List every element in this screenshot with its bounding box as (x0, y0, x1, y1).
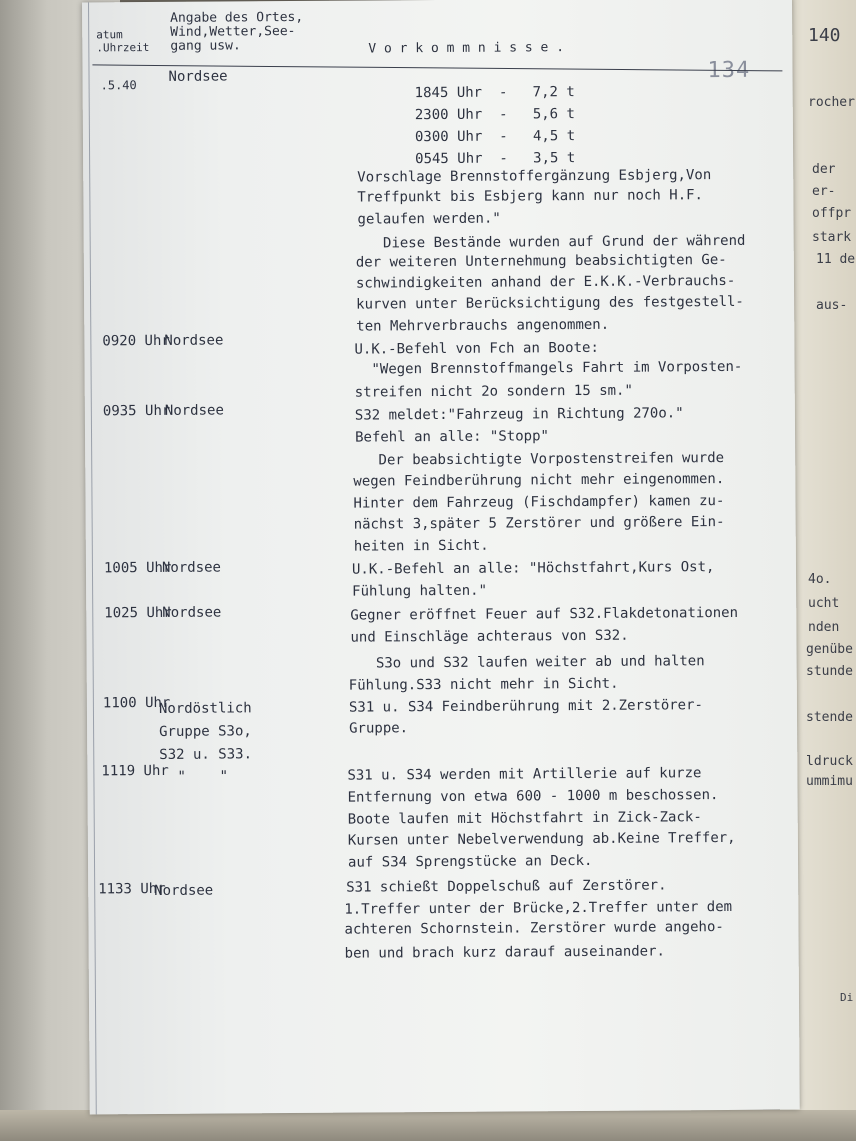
body-line: S31 schießt Doppelschuß auf Zerstörer. (346, 877, 667, 896)
body-line: wegen Feindberührung nicht mehr eingenommen. (353, 471, 725, 490)
entry-time: .5.40 (100, 78, 137, 93)
body-line: streifen nicht 2o sondern 15 sm." (354, 382, 633, 401)
body-line: ben und brach kurz darauf auseinander. (344, 943, 666, 962)
body-line: Kursen unter Nebelverwendung ab.Keine Treffer, (347, 829, 736, 849)
right-fragment: Di (840, 991, 854, 1004)
entry-place: Nordsee (164, 402, 224, 419)
body-line: Entfernung von etwa 600 - 1000 m beschossen. (347, 787, 719, 806)
entry-time: 0935 Uhr (102, 402, 171, 420)
fuel-row: 0545 Uhr - 3,5 t (415, 150, 576, 168)
body-line: ten Mehrverbrauchs angenommen. (356, 316, 610, 335)
header-date-time: atum .Uhrzeit (96, 28, 150, 55)
entry-time: 1025 Uhr (104, 604, 172, 622)
body-line: U.K.-Befehl von Fch an Boote: (354, 339, 599, 358)
entry-time: 0920 Uhr (102, 332, 170, 350)
right-fragment: offpr (812, 206, 852, 221)
right-fragment: ucht (808, 596, 840, 611)
entry-place: Nordsee (161, 559, 222, 576)
right-fragment: stunde (806, 664, 853, 679)
right-fragment: aus- (816, 298, 848, 313)
body-line: S3o und S32 laufen weiter ab und halten (350, 653, 705, 672)
body-line: Fühlung halten." (352, 582, 488, 600)
body-line: Fühlung.S33 nicht mehr in Sicht. (348, 675, 619, 694)
right-fragment: 11 de (816, 252, 856, 267)
left-margin-line (88, 2, 97, 1114)
body-line: heiten in Sicht. (353, 537, 489, 555)
entry-place: Nordöstlich Gruppe S3o, S32 u. S33. (158, 700, 253, 763)
body-line: gelaufen werden." (357, 210, 501, 228)
entry-time: 1100 Uhr (102, 694, 171, 712)
body-line: Diese Bestände wurden auf Grund der während (357, 232, 746, 252)
body-line: Boote laufen mit Höchstfahrt in Zick-Zack- (347, 809, 702, 828)
body-line: auf S34 Sprengstücke an Deck. (347, 852, 593, 871)
body-line: Der beabsichtigte Vorpostenstreifen wurde (353, 450, 725, 469)
body-line: Gegner eröffnet Feuer auf S32.Flakdetonationen (350, 604, 739, 624)
body-line: 1.Treffer unter der Brücke,2.Treffer unter dem (344, 898, 733, 918)
right-fragment: ldruck (806, 754, 853, 769)
right-fragment: rocher (808, 95, 855, 110)
right-fragment: der (812, 162, 836, 177)
header-events: V o r k o m m n i s s e . (368, 40, 565, 57)
entry-place: Nordsee (162, 604, 222, 621)
right-fragment: 140 (808, 25, 841, 46)
body-line: nächst 3,später 5 Zerstörer und größere Ein- (353, 514, 725, 533)
right-fragment: nden (808, 620, 840, 635)
entry-time: 1005 Uhr (103, 559, 172, 577)
body-line: U.K.-Befehl an alle: "Höchstfahrt,Kurs Ost, (351, 559, 715, 578)
body-line: Gruppe. (349, 720, 409, 737)
right-fragment: 4o. (808, 572, 832, 587)
entry-place: " " (177, 768, 229, 785)
right-fragment: ummimu (806, 774, 853, 789)
entry-time: 1119 Uhr (101, 762, 169, 780)
fuel-row: 2300 Uhr - 5,6 t (414, 106, 576, 124)
entry-time: 1133 Uhr (98, 880, 166, 898)
fuel-row: 0300 Uhr - 4,5 t (414, 128, 576, 146)
entry-place: Nordsee (164, 332, 224, 349)
body-line: und Einschläge achteraus von S32. (350, 627, 629, 646)
body-line: schwindigkeiten anhand der E.K.K.-Verbrauchs- (355, 272, 736, 292)
fuel-row: 1845 Uhr - 7,2 t (414, 84, 575, 102)
page-number: 134 (707, 57, 751, 84)
right-fragment: er- (812, 184, 836, 199)
right-fragment: stark (812, 230, 852, 245)
body-line: achteren Schornstein. Zerstörer wurde angeho- (344, 919, 724, 938)
right-fragment: stende (806, 710, 853, 725)
body-line: S31 u. S34 werden mit Artillerie auf kurze (347, 765, 702, 784)
body-line: der weiteren Unternehmung beabsichtigten Ge- (355, 251, 727, 271)
body-line: S32 meldet:"Fahrzeug in Richtung 270o." (354, 405, 684, 424)
body-line: kurven unter Berücksichtigung des festgestell- (356, 293, 744, 313)
right-fragment: genübe (806, 642, 853, 657)
body-line: Hinter dem Fahrzeug (Fischdampfer) kamen zu- (353, 493, 725, 512)
entry-place: Nordsee (154, 882, 214, 899)
body-line: Treffpunkt bis Esbjerg kann nur noch H.F. (357, 187, 704, 206)
header-location-weather: Angabe des Ortes, Wind,Wetter,See- gang usw. (170, 9, 304, 54)
entry-place: Nordsee (168, 68, 228, 85)
body-line: Befehl an alle: "Stopp" (354, 428, 549, 446)
body-line: S31 u. S34 Feindberührung mit 2.Zerstörer- (348, 697, 704, 716)
body-line: "Wegen Brennstoffmangels Fahrt im Vorposten- (354, 358, 743, 378)
document-page (82, 0, 800, 1114)
body-line: Vorschlage Brennstoffergänzung Esbjerg,Von (357, 167, 712, 186)
table-surface (0, 1110, 856, 1141)
